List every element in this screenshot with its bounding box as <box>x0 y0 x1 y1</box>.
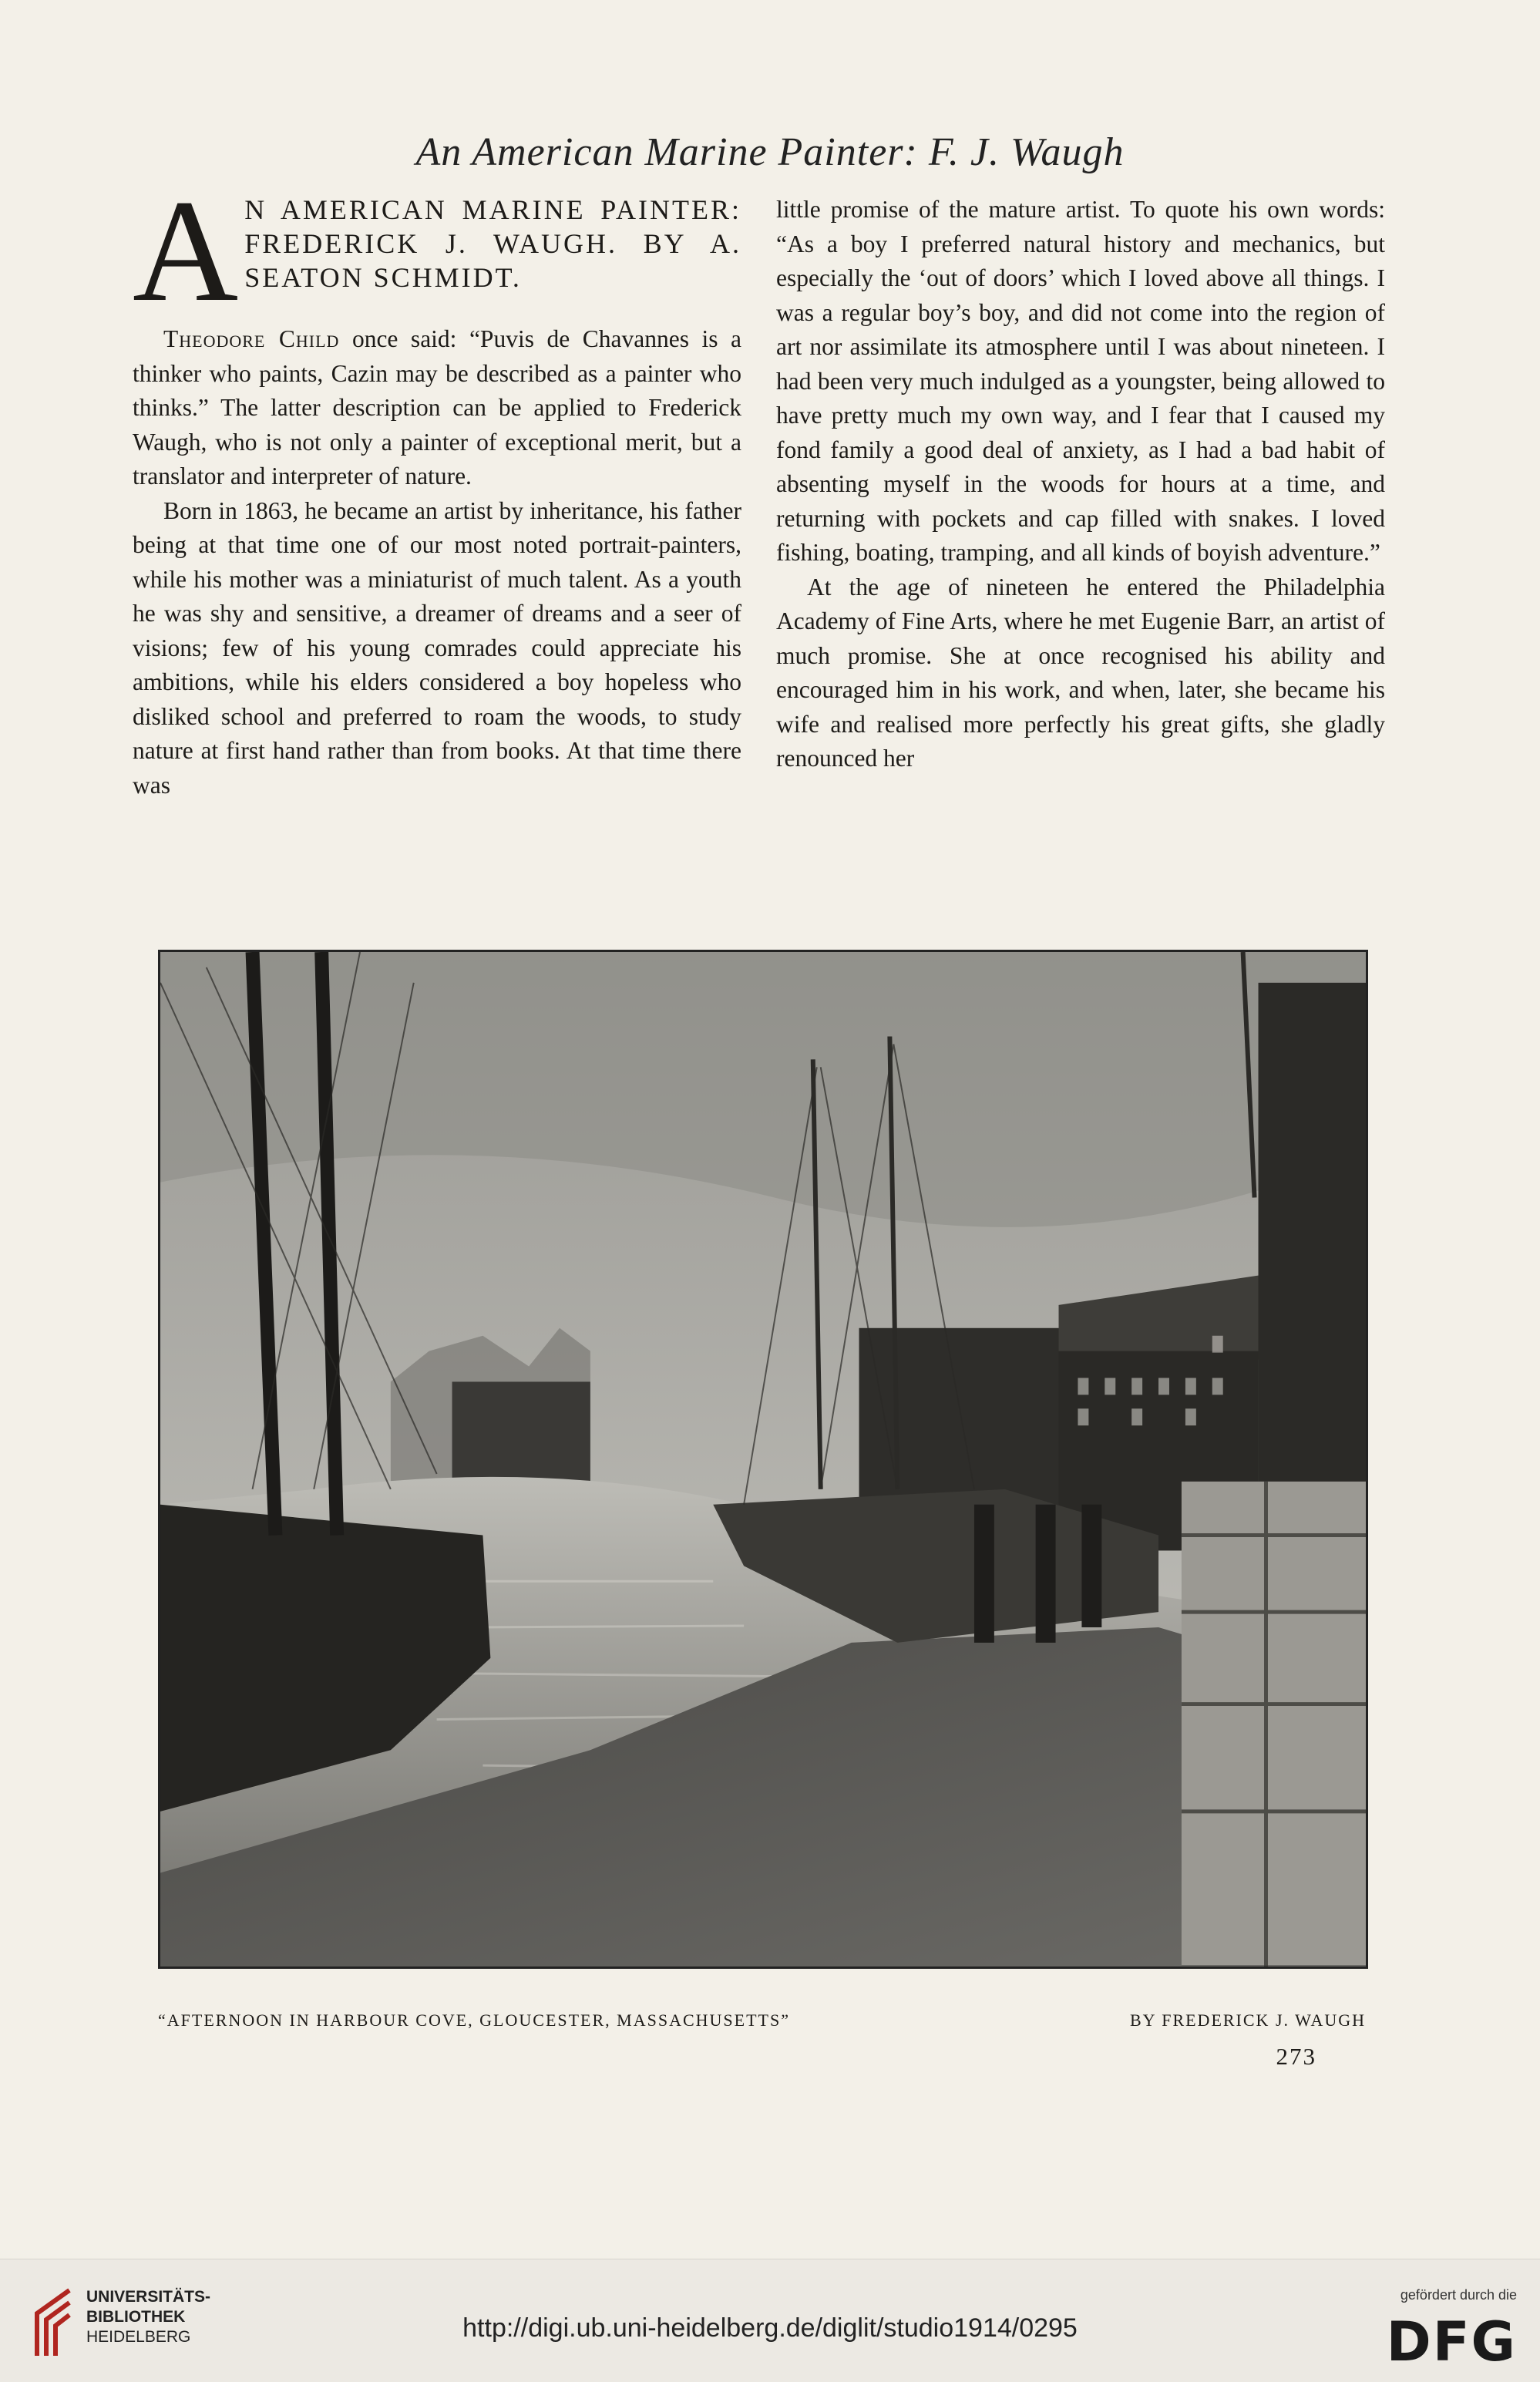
funded-by-text: gefördert durch die <box>1400 2287 1517 2303</box>
page-number: 273 <box>1276 2043 1316 2070</box>
plate-caption-title: “AFTERNOON IN HARBOUR COVE, GLOUCESTER, MASSACHUSETTS” <box>158 2010 790 2030</box>
paragraph-1 <box>133 322 741 494</box>
paragraph-2: Born in 1863, he became an artist by inheritance, his father being at that time one of our most noted portrait-painters, while his mother was a miniaturist of much talent. As a youth he was shy and sensitive, a dreamer of dreams and a seer of visions; few of his young comrades could appreciate his ambitions, while his elders considered a boy hopeless who disliked school and preferred to roam the woods, to study nature at first hand rather than from books. At that time there was <box>133 496 741 799</box>
drop-cap: A <box>133 170 239 332</box>
digitization-footer <box>0 2259 1540 2382</box>
library-name-line-2: BIBLIOTHEK <box>86 2308 186 2326</box>
text-column-right <box>776 193 1385 776</box>
plate-caption-artist: BY FREDERICK J. WAUGH <box>1129 2010 1366 2030</box>
paragraph-1-lead: Theodore Child <box>163 325 340 352</box>
harbour-painting-image <box>160 952 1366 1966</box>
running-head: An American Marine Painter: F. J. Waugh <box>415 130 1125 174</box>
permalink-url[interactable]: http://digi.ub.uni-heidelberg.de/diglit/studio1914/0295 <box>462 2313 1078 2343</box>
article-heading <box>133 170 741 332</box>
paragraph-1-text: once said: “Puvis de Chavannes is a thinker who paints, Cazin may be described as a painter who thinks.” The latter description can be applied to Frederick Waugh, who is not only a painter of exceptional merit, but a translator and interpreter of nature. <box>133 325 741 490</box>
library-name-line-3: HEIDELBERG <box>86 2328 191 2346</box>
paragraph-4: At the age of nineteen he entered the Philadelphia Academy of Fine Arts, where he met Eugenie Barr, an artist of much promise. She at once recognised his ability and encouraged him in his work, and when, later, she became his wife and realised more perfectly his great gifts, she gladly renounced her <box>776 573 1385 772</box>
article-title: N AMERICAN MARINE PAINTER: FREDERICK J. WAUGH. BY A. SEATON SCHMIDT. <box>244 194 741 293</box>
harbour-illustration <box>158 950 1368 1969</box>
text-column-left <box>133 170 741 802</box>
paragraph-3: little promise of the mature artist. To quote his own words: “As a boy I preferred natural history and mechanics, but especially the ‘out of doors’ which I loved above all things. I was a regular boy’s boy, and did not come into the region of art nor assimilate its atmosphere until I was about nineteen. I had been very much indulged as a youngster, being allowed to have pretty much my own way, and I fear that I caused my fond family a good deal of anxiety, as I had a bad habit of absenting myself in the woods for hours at a time, and returning with pockets and cap filled with snakes. I loved fishing, boating, tramping, and all kinds of boyish adventure.” <box>776 196 1385 566</box>
library-name-line-1: UNIVERSITÄTS- <box>86 2288 211 2306</box>
dfg-logo: DFG <box>1386 2310 1517 2374</box>
